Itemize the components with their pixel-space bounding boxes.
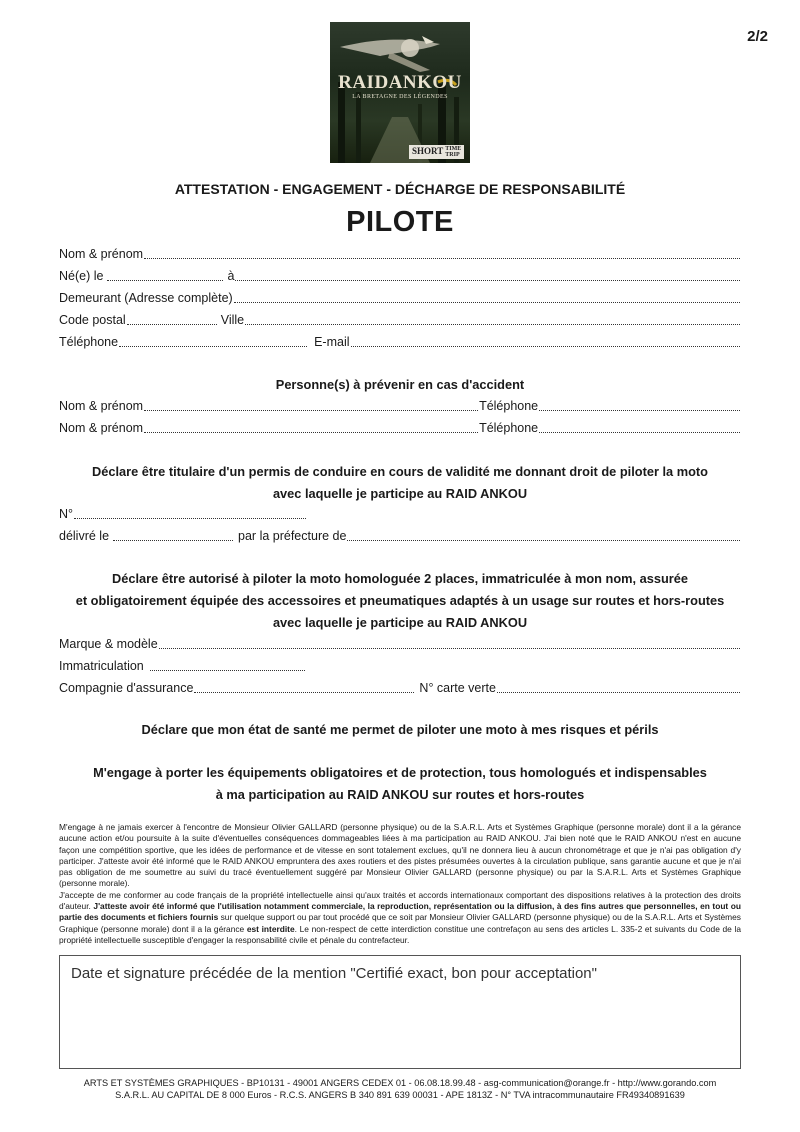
emergency-heading: Personne(s) à prévenir en cas d'accident: [275, 377, 525, 392]
logo-brand-text: RAIDANKOU: [338, 72, 462, 93]
legal-paragraph-2: J'accepte de me conformer au code français de la propriété intellectuelle ainsi qu'aux traités et accords internationaux comportant des dispositions relatives à la protection des droits d'auteur. J'atteste avoir été informé que l'utilisation notamment commerciale, la reproduction, représentation ou la diffusion, à des fins autres que personnelles, en tout ou partie des documents et fichiers fournis sur quelque support ou par tout procédé que ce soit par Monsieur Olivier GALLARD (personne physique) ou de la S.A.R.L. Arts et Systèmes Graphique (personne morale) dont il a la gérance est interdite. Le non-respect de cette interdiction constitue une contrefaçon au sens des articles L. 335-2 et suivants du Code de la propriété intellectuelle susceptible d'engager la responsabilité civile et pénale du contrefacteur.: [59, 889, 741, 945]
birth-date-input-line[interactable]: [107, 280, 223, 281]
license-date-input-line[interactable]: [113, 540, 233, 541]
brand-model-field[interactable]: Marque & modèle: [59, 636, 741, 652]
email-input-line[interactable]: [351, 346, 741, 347]
postal-input-line[interactable]: [127, 324, 217, 325]
legal-paragraph-1: M'engage à ne jamais exercer à l'encontre de Monsieur Olivier GALLARD (personne physique) ou de la S.A.R.L. Arts et Systèmes Graphique (personne morale) dont il a la gérance aucune action et/ou poursuite à la suite d'éventuelles conséquences dommageables liées à ma participation au RAID ANKOU. J'ai bien noté que le RAID ANKOU n'est en aucune façon une compétition sportive, que les idées de performance et de vitesse en sont totalement exclues, qu'il ne donnera lieu à aucun chronométrage et que je n'ai pas obligation d'y participer. J'atteste avoir été informé que le RAID ANKOU empruntera des axes routiers et des pistes présumées ouvertes à la circulation publique, sans garantie aucune et que je n'ai pas obligation de me soumettre au suivi du tracé éventuellement suggéré par Monsieur Olivier GALLARD (personne physique) ou par la S.A.R.L. Arts et Systèmes Graphique (personne morale).: [59, 822, 741, 889]
document-subtitle: ATTESTATION - ENGAGEMENT - DÉCHARGE DE RESPONSABILITÉ: [174, 181, 626, 197]
birth-place-input-line[interactable]: [235, 280, 740, 281]
city-input-line[interactable]: [245, 324, 740, 325]
address-field[interactable]: Demeurant (Adresse complète): [59, 290, 741, 306]
emergency-phone-2-input-line[interactable]: [539, 432, 740, 433]
footer-line-2: S.A.R.L. AU CAPITAL DE 8 000 Euros - R.C.S. ANGERS B 340 891 639 00031 - APE 1813Z - N° TVA intracommunautaire FR49340891639: [115, 1090, 685, 1100]
signature-instruction: Date et signature précédée de la mention "Certifié exact, bon pour acceptation": [71, 965, 597, 982]
vehicle-declaration-line-3: avec laquelle je participe au RAID ANKOU: [272, 615, 528, 630]
brand-model-input-line[interactable]: [159, 648, 740, 649]
badge-time-trip: TIME TRIP: [445, 146, 462, 158]
postal-city-field[interactable]: Code postal Ville: [59, 312, 741, 328]
emergency-name-2-input-line[interactable]: [144, 432, 478, 433]
equipment-line-2: à ma participation au RAID ANKOU sur routes et hors-routes: [215, 787, 585, 802]
vehicle-declaration-line-1: Déclare être autorisé à piloter la moto homologuée 2 places, immatriculée à mon nom, assurée: [111, 571, 689, 586]
license-number-input-line[interactable]: [74, 518, 306, 519]
emergency-contact-2[interactable]: Nom & prénom Téléphone: [59, 420, 741, 436]
raid-ankou-logo: [330, 22, 470, 163]
equipment-line-1: M'engage à porter les équipements obligatoires et de protection, tous homologués et indispensables: [93, 765, 707, 780]
vehicle-declaration-line-2: et obligatoirement équipée des accessoires et pneumatiques adaptés à un usage sur routes et hors-routes: [75, 593, 725, 608]
badge-short: SHORT: [412, 146, 444, 157]
signature-box[interactable]: [59, 955, 741, 1069]
footer-line-1: ARTS ET SYSTÈMES GRAPHIQUES - BP10131 - 49001 ANGERS CEDEX 01 - 06.08.18.99.48 - asg-communication@orange.fr - http://www.gorando.com: [83, 1078, 717, 1088]
health-declaration: Déclare que mon état de santé me permet de piloter une moto à mes risques et périls: [141, 722, 659, 737]
registration-input-line[interactable]: [150, 670, 305, 671]
emergency-contact-1[interactable]: Nom & prénom Téléphone: [59, 398, 741, 414]
legal-text: [59, 822, 741, 946]
insurance-field[interactable]: Compagnie d'assurance N° carte verte: [59, 680, 741, 696]
birth-field[interactable]: Né(e) le à: [59, 268, 741, 284]
document-title: PILOTE: [346, 206, 454, 238]
name-input-line[interactable]: [144, 258, 740, 259]
license-declaration-line-2: avec laquelle je participe au RAID ANKOU: [272, 486, 528, 501]
logo-tagline: LA BRETAGNE DES LÉGENDES: [352, 94, 448, 100]
license-declaration-line-1: Déclare être titulaire d'un permis de conduire en cours de validité me donnant droit de piloter la moto: [92, 464, 708, 479]
page-number: 2/2: [747, 28, 768, 45]
license-number-field[interactable]: N°: [59, 506, 741, 522]
footer: [0, 1077, 800, 1101]
insurance-input-line[interactable]: [194, 692, 414, 693]
phone-email-field[interactable]: Téléphone E-mail: [59, 334, 741, 350]
license-issue-field[interactable]: délivré le par la préfecture de: [59, 528, 741, 544]
emergency-name-1-input-line[interactable]: [144, 410, 478, 411]
emergency-phone-1-input-line[interactable]: [539, 410, 740, 411]
green-card-input-line[interactable]: [497, 692, 740, 693]
short-time-trip-badge: [409, 145, 464, 159]
name-field[interactable]: Nom & prénom: [59, 246, 741, 262]
address-input-line[interactable]: [234, 302, 740, 303]
license-prefecture-input-line[interactable]: [347, 540, 740, 541]
registration-field[interactable]: Immatriculation: [59, 658, 741, 674]
phone-input-line[interactable]: [119, 346, 307, 347]
